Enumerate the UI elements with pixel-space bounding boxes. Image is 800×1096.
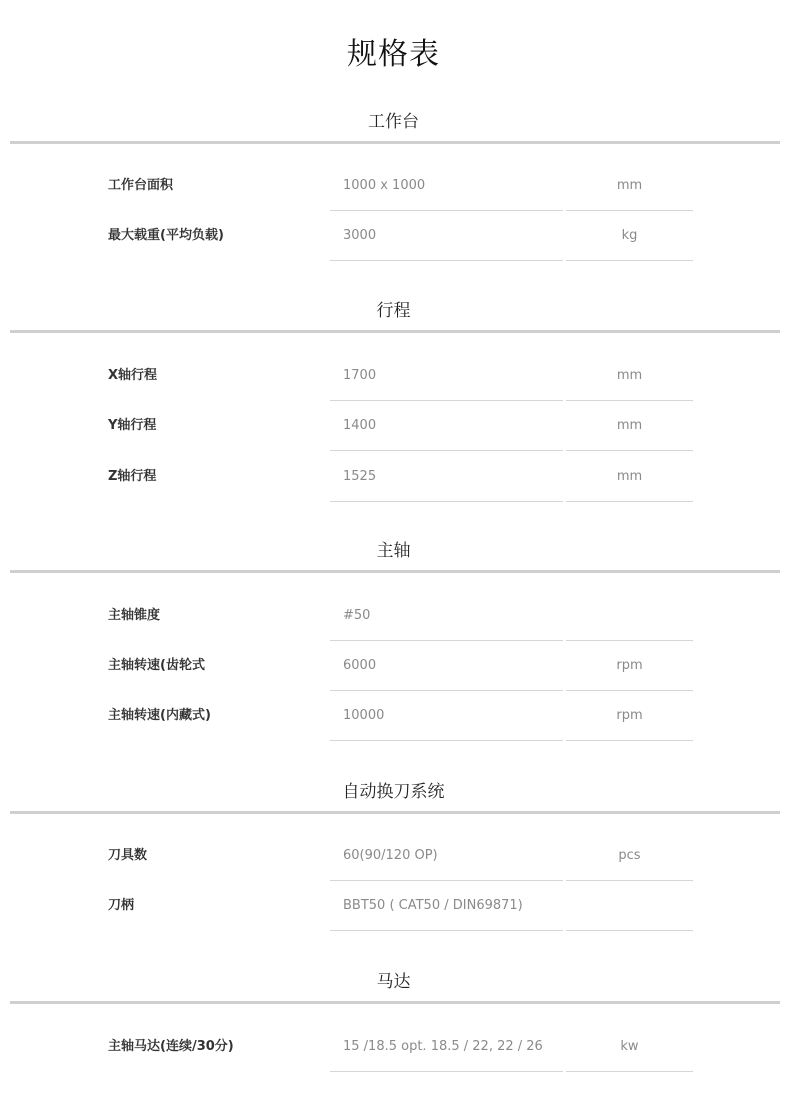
section-atc bbox=[0, 780, 800, 940]
section-divider bbox=[10, 1001, 780, 1004]
spec-value-cell bbox=[330, 691, 563, 741]
spec-value: 1700 bbox=[343, 368, 377, 383]
spec-label: Z轴行程 bbox=[108, 469, 157, 484]
spec-row bbox=[0, 452, 800, 502]
spec-value: 6000 bbox=[343, 658, 377, 673]
spec-row bbox=[0, 351, 800, 401]
spec-row bbox=[0, 691, 800, 741]
spec-label: Y轴行程 bbox=[108, 418, 157, 433]
spec-row bbox=[0, 161, 800, 211]
spec-value: #50 bbox=[343, 608, 371, 623]
spec-value-cell bbox=[330, 211, 563, 261]
spec-unit bbox=[566, 591, 693, 641]
spec-value: BBT50 ( CAT50 / DIN69871) bbox=[343, 898, 523, 913]
spec-row bbox=[0, 881, 800, 931]
spec-label: 主轴转速(内藏式) bbox=[108, 708, 211, 723]
section-divider bbox=[10, 330, 780, 333]
spec-label: 主轴锥度 bbox=[108, 608, 161, 623]
section-spindle bbox=[0, 539, 800, 749]
spec-unit: kg bbox=[566, 211, 693, 261]
spec-unit: mm bbox=[566, 351, 693, 401]
spec-row bbox=[0, 831, 800, 881]
spec-row bbox=[0, 211, 800, 261]
spec-value-cell bbox=[330, 452, 563, 502]
spec-label: 工作台面积 bbox=[108, 178, 174, 193]
spec-value: 3000 bbox=[343, 228, 377, 243]
spec-row bbox=[0, 401, 800, 451]
spec-unit: mm bbox=[566, 452, 693, 502]
spec-label: 刀柄 bbox=[108, 898, 135, 913]
spec-value-cell bbox=[330, 831, 563, 881]
section-title: 工作台 bbox=[368, 112, 419, 132]
spec-value: 1525 bbox=[343, 469, 377, 484]
spec-row bbox=[0, 1022, 800, 1072]
spec-label: X轴行程 bbox=[108, 368, 158, 383]
section-worktable bbox=[0, 110, 800, 270]
spec-value: 15 /18.5 opt. 18.5 / 22, 22 / 26 bbox=[343, 1039, 543, 1054]
spec-label: 刀具数 bbox=[108, 848, 148, 863]
spec-value: 1000 x 1000 bbox=[343, 178, 426, 193]
spec-value-cell bbox=[330, 881, 563, 931]
spec-value: 60(90/120 OP) bbox=[343, 848, 438, 863]
section-divider bbox=[10, 141, 780, 144]
section-motor bbox=[0, 970, 800, 1080]
spec-unit bbox=[566, 881, 693, 931]
section-title: 主轴 bbox=[376, 541, 411, 561]
spec-unit: pcs bbox=[566, 831, 693, 881]
page-title: 规格表 bbox=[347, 37, 440, 73]
section-title: 行程 bbox=[376, 301, 411, 321]
spec-value: 10000 bbox=[343, 708, 385, 723]
spec-value-cell bbox=[330, 641, 563, 691]
spec-row bbox=[0, 591, 800, 641]
section-divider bbox=[10, 811, 780, 814]
spec-unit: mm bbox=[566, 401, 693, 451]
spec-value-cell bbox=[330, 161, 563, 211]
spec-label: 主轴转速(齿轮式 bbox=[108, 658, 205, 673]
spec-label: 主轴马达(连续/30分) bbox=[108, 1039, 234, 1054]
section-travel bbox=[0, 299, 800, 509]
spec-row bbox=[0, 641, 800, 691]
spec-unit: rpm bbox=[566, 691, 693, 741]
spec-unit: rpm bbox=[566, 641, 693, 691]
spec-unit: mm bbox=[566, 161, 693, 211]
section-divider bbox=[10, 570, 780, 573]
section-title: 马达 bbox=[376, 972, 411, 992]
section-title: 自动换刀系统 bbox=[342, 782, 445, 802]
spec-value-cell bbox=[330, 401, 563, 451]
spec-value-cell bbox=[330, 351, 563, 401]
spec-value-cell bbox=[330, 591, 563, 641]
spec-label: 最大载重(平均负载) bbox=[108, 228, 224, 243]
spec-value: 1400 bbox=[343, 418, 377, 433]
spec-value-cell bbox=[330, 1022, 563, 1072]
spec-unit: kw bbox=[566, 1022, 693, 1072]
